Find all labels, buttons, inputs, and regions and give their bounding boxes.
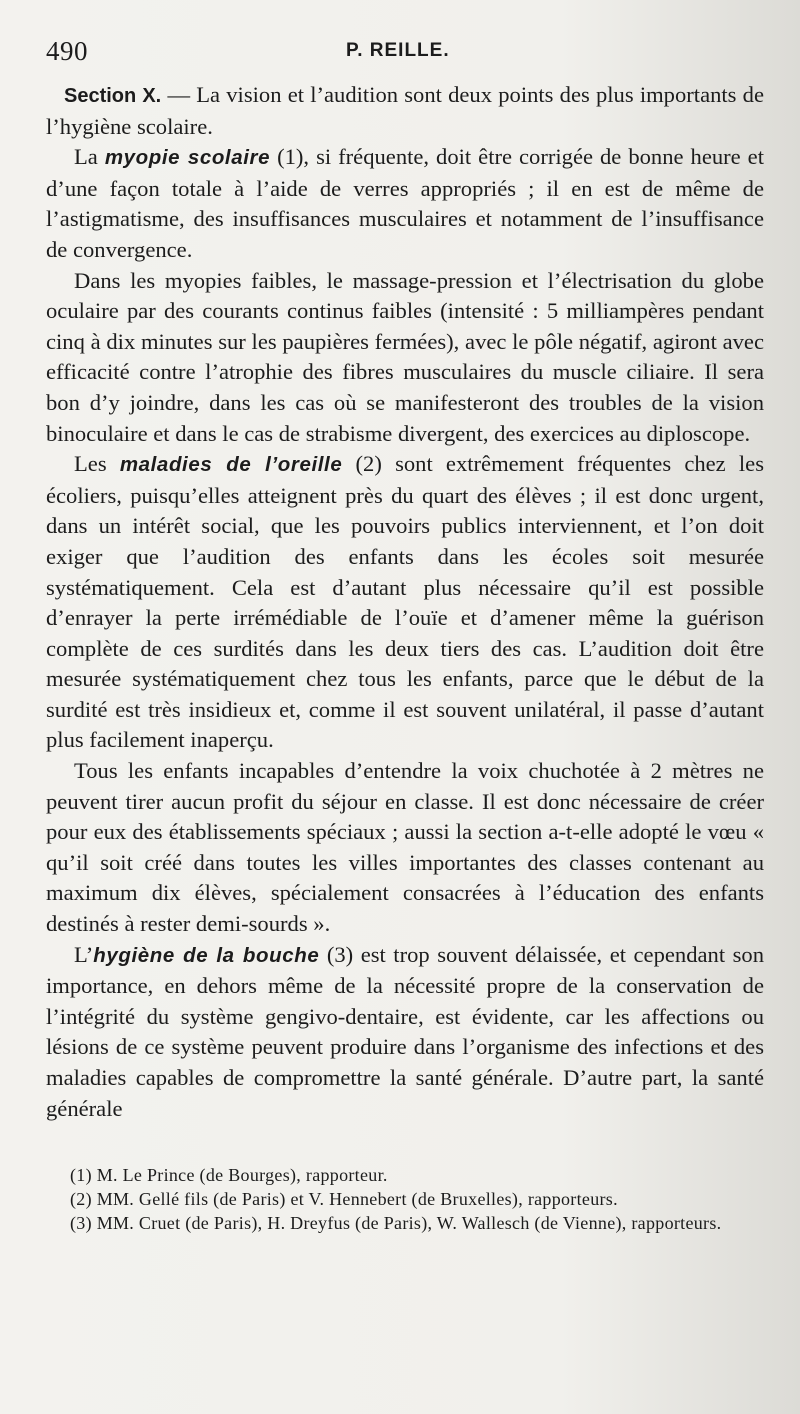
footnote-1: (1) M. Le Prince (de Bourges), rapporteur. <box>70 1165 388 1186</box>
paragraph-section-x <box>46 80 764 142</box>
body-text <box>46 80 764 1124</box>
paragraph-lead: La <box>74 144 105 170</box>
paragraph-text: Tous les enfants incapables d’entendre la voix chuchotée à 2 mètres ne peuvent tirer aucun profit du séjour en classe. Il est donc nécessaire de créer pour eux des établissements spéciaux ; aussi la section a-t-elle adopté le vœu « qu’il soit créé dans toutes les villes importantes des classes contenant au maximum dix élèves, spécialement consacrées à l’éducation des enfants destinés à rester demi-sourds ». <box>46 758 764 937</box>
emphasis-maladies-oreille: maladies de l’oreille <box>119 453 343 477</box>
page-header <box>46 36 764 80</box>
paragraph-lead: L’ <box>74 941 94 967</box>
page-number: 490 <box>46 36 88 66</box>
paragraph-myopies-faibles <box>46 266 764 450</box>
paragraph-myopie <box>46 142 764 265</box>
paragraph-oreille <box>46 449 764 756</box>
paragraph-text: Dans les myopies faibles, le massage-pression et l’électrisation du globe oculaire par des courants continus faibles (intensité : 5 milliampères pendant cinq à dix minutes sur les paupières fermées), avec le pôle négatif, agiront avec efficacité contre l’atrophie des fibres musculaires du muscle ciliaire. Il sera bon d’y joindre, dans les cas où se manifesteront des troubles de la vision binoculaire et dans le cas de strabisme divergent, des exercices au diploscope. <box>46 267 764 446</box>
footnotes <box>46 1164 764 1235</box>
paragraph-text: (2) sont extrêmement fréquentes chez les écoliers, puisqu’elles atteignent près du quart des élèves ; il est donc urgent, dans un intérêt social, que les pouvoirs publics interviennent, et l’on doit exiger que l’audition des enfants dans les écoles soit mesurée systématiquement. Cela est d’autant plus nécessaire qu’il est possible d’enrayer la perte irrémédiable de l’ouïe et d’amener même la guérison complète de ces surdités dans les deux tiers des cas. L’audition doit être mesurée systématiquement chez tous les enfants, parce que le début de la surdité est très insidieux et, comme il est souvent unilatéral, il passe d’autant plus facilement inaperçu. <box>46 451 764 753</box>
emphasis-myopie-scolaire: myopie scolaire <box>104 146 271 170</box>
paragraph-text: (1), si fréquente, doit être corrigée de bonne heure et d’une façon totale à l’aide de verres appropriés ; il en est de même de l’astigmatisme, des insuffisances musculaires et notamment de l’insuffisance de convergence. <box>46 144 764 262</box>
emphasis-hygiene-bouche: hygiène de la bouche <box>93 943 320 967</box>
paragraph-text: (3) est trop souvent délaissée, et cependant son importance, en dehors même de la nécessité propre de la conservation de l’intégrité du système gengivo-dentaire, est évidente, car les affections ou lésions de ce système peuvent produire dans l’organisme des infections et des maladies capables de compromettre la santé générale. D’autre part, la santé générale <box>46 941 765 1121</box>
footnote-2: (2) MM. Gellé fils (de Paris) et V. Hennebert (de Bruxelles), rapporteurs. <box>70 1189 618 1210</box>
paragraph-lead: Les <box>74 451 120 477</box>
running-head: P. REILLE. <box>346 40 450 61</box>
footnote-3: (3) MM. Cruet (de Paris), H. Dreyfus (de Paris), W. Wallesch (de Vienne), rapporteurs. <box>70 1213 722 1234</box>
paragraph-text: — La vision et l’audition sont deux points des plus importants de l’hygiène scolaire. <box>46 82 764 139</box>
paragraph-voix-chuchotee <box>46 756 764 940</box>
paragraph-bouche <box>46 940 764 1125</box>
section-label: Section X. <box>64 85 162 107</box>
